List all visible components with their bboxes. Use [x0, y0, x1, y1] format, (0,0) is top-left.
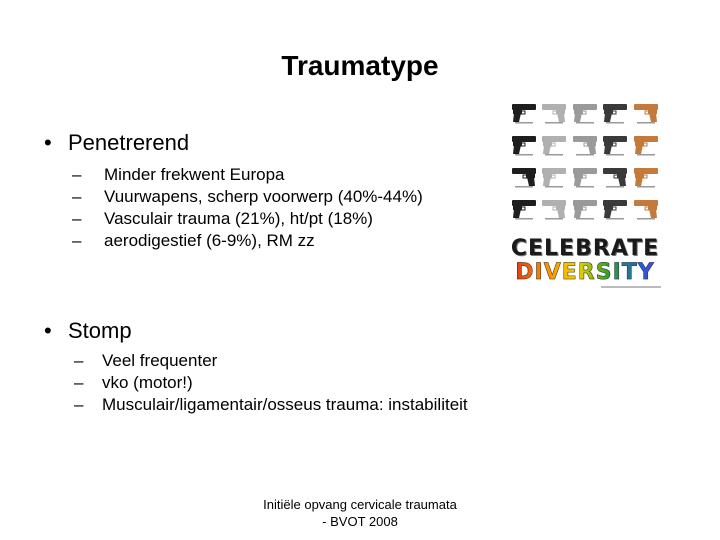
- list-item-text: Minder frekwent Europa: [104, 165, 285, 184]
- handgun-icon: [600, 132, 630, 158]
- handgun-icon: [570, 164, 600, 190]
- handgun-icon: [570, 196, 600, 222]
- poster-word-diversity: DIVERSITY: [505, 262, 665, 284]
- list-item-text: Veel frequenter: [102, 351, 218, 370]
- poster-image: [505, 98, 665, 290]
- list-item-text: Vasculair trauma (21%), ht/pt (18%): [104, 209, 373, 228]
- handgun-icon: [509, 132, 539, 158]
- handgun-icon: [539, 196, 569, 222]
- bullet-heading: Stomp: [68, 318, 132, 343]
- list-item-text: Musculair/ligamentair/osseus trauma: instabiliteit: [102, 395, 468, 414]
- handgun-icon: [631, 132, 661, 158]
- handgun-icon: [509, 164, 539, 190]
- bullet-stomp: [44, 318, 132, 344]
- handgun-icon: [570, 132, 600, 158]
- handgun-icon: [600, 164, 630, 190]
- dash-marker: –: [72, 165, 82, 184]
- penetrerend-sublist: [72, 164, 423, 252]
- list-item-text: vko (motor!): [102, 373, 193, 392]
- handgun-icon: [509, 100, 539, 126]
- list-item: [72, 208, 423, 230]
- gun-grid: [509, 100, 661, 230]
- list-item: [74, 372, 474, 394]
- handgun-icon: [631, 164, 661, 190]
- dash-marker: –: [74, 351, 84, 370]
- bullet-dot: •: [44, 130, 52, 155]
- list-item-text: Vuurwapens, scherp voorwerp (40%-44%): [104, 187, 423, 206]
- handgun-icon: [600, 196, 630, 222]
- stomp-sublist: [74, 350, 474, 416]
- dash-marker: –: [74, 373, 84, 392]
- dash-marker: –: [72, 231, 82, 250]
- bullet-dot: •: [44, 318, 52, 343]
- footer-line-2: - BVOT 2008: [322, 514, 398, 529]
- handgun-icon: [509, 196, 539, 222]
- handgun-icon: [600, 100, 630, 126]
- list-item: [72, 230, 423, 252]
- dash-marker: –: [72, 209, 82, 228]
- footer-line-1: Initiële opvang cervicale traumata: [263, 497, 457, 512]
- dash-marker: –: [72, 187, 82, 206]
- list-item: [74, 350, 474, 372]
- handgun-icon: [539, 100, 569, 126]
- list-item: [72, 164, 423, 186]
- bullet-penetrerend: [44, 130, 189, 156]
- handgun-icon: [539, 132, 569, 158]
- poster-word-celebrate: CELEBRATE: [510, 236, 660, 261]
- list-item-text: aerodigestief (6-9%), RM zz: [104, 231, 315, 250]
- dash-marker: –: [74, 395, 84, 414]
- bullet-heading: Penetrerend: [68, 130, 190, 155]
- slide-footer: [240, 496, 480, 530]
- poster-credit-line: [601, 286, 661, 288]
- handgun-icon: [631, 100, 661, 126]
- handgun-icon: [631, 196, 661, 222]
- handgun-icon: [570, 100, 600, 126]
- list-item: [74, 394, 474, 416]
- handgun-icon: [539, 164, 569, 190]
- list-item: [72, 186, 423, 208]
- slide-title: Traumatype: [281, 50, 439, 81]
